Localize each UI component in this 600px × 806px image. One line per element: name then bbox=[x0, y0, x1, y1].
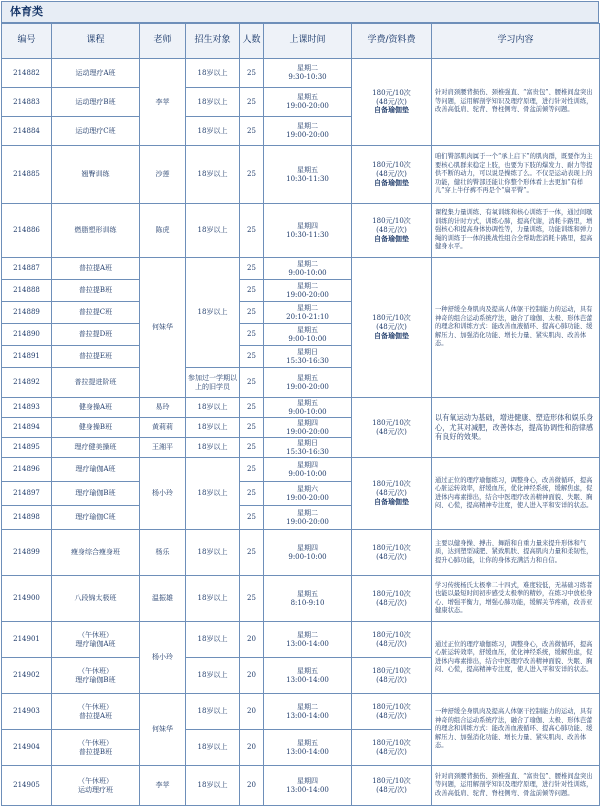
course-title: 普拉提B班 bbox=[78, 747, 113, 756]
fee bbox=[352, 622, 432, 658]
fee bbox=[352, 530, 432, 576]
class-time bbox=[264, 88, 352, 117]
class-time bbox=[264, 766, 352, 806]
fee bbox=[352, 730, 432, 766]
count: 25 bbox=[240, 302, 264, 324]
time-day: 星期四 bbox=[297, 460, 318, 469]
count: 25 bbox=[240, 368, 264, 398]
header-course: 课程 bbox=[52, 24, 140, 59]
course-id: 214882 bbox=[2, 59, 52, 88]
target: 18岁以上 bbox=[186, 438, 240, 458]
teacher: 何妹华 bbox=[140, 258, 186, 398]
course-id: 214885 bbox=[2, 146, 52, 204]
fee-per: (48元/次) bbox=[376, 711, 407, 720]
time-range: 19:00-20:00 bbox=[286, 102, 329, 110]
count: 25 bbox=[240, 59, 264, 88]
fee bbox=[352, 458, 432, 530]
count: 25 bbox=[240, 346, 264, 368]
course-id: 214892 bbox=[2, 368, 52, 398]
class-time bbox=[264, 622, 352, 658]
course-name: 健身操B班 bbox=[52, 418, 140, 438]
class-time bbox=[264, 506, 352, 530]
table-body bbox=[2, 59, 600, 806]
count: 20 bbox=[240, 658, 264, 694]
course-name: 普拉提D班 bbox=[52, 324, 140, 346]
fee-note: 自备瑜伽垫 bbox=[374, 105, 409, 115]
class-time bbox=[264, 258, 352, 280]
time-day: 星期六 bbox=[297, 484, 318, 493]
table-row bbox=[2, 398, 600, 418]
table-row bbox=[2, 146, 600, 204]
teacher: 杨乐 bbox=[140, 530, 186, 576]
fee bbox=[352, 658, 432, 694]
time-range: 15:30-16:30 bbox=[286, 447, 329, 456]
time-range: 9:30-10:30 bbox=[288, 73, 327, 81]
course-id: 214891 bbox=[2, 346, 52, 368]
time-range: 9:00-10:00 bbox=[288, 469, 327, 478]
header-id: 编号 bbox=[2, 24, 52, 59]
course-name: 普拉提C班 bbox=[52, 302, 140, 324]
target: 18岁以上 bbox=[186, 117, 240, 146]
count: 25 bbox=[240, 418, 264, 438]
target: 18岁以上 bbox=[186, 530, 240, 576]
time-day: 星期五 bbox=[297, 325, 318, 334]
target: 18岁以上 bbox=[186, 146, 240, 204]
class-time bbox=[264, 530, 352, 576]
course-sheet bbox=[1, 1, 599, 797]
fee-price: 180元/10次 bbox=[372, 543, 411, 552]
count: 20 bbox=[240, 622, 264, 658]
class-time bbox=[264, 658, 352, 694]
time-day: 星期四 bbox=[297, 543, 318, 552]
content-description: 一种舒缓全身肌肉及提高人体躯干控制能力的运动，具有神奇的组合运动系统疗法，融合了瑜伽、太极、形体芭蕾的理念和训练方式：能改善血液循环、提高心肺功能、缓解压力、加强消化功能、增长力量、紧实肌肉、改善体态。 bbox=[432, 694, 600, 766]
time-day: 星期五 bbox=[297, 398, 318, 407]
time-day: 星期二 bbox=[297, 702, 318, 711]
course-name: 八段锦太极班 bbox=[52, 576, 140, 622]
teacher: 易玲 bbox=[140, 398, 186, 418]
fee-price: 180元/10次 bbox=[372, 738, 411, 747]
count: 25 bbox=[240, 438, 264, 458]
course-id: 214890 bbox=[2, 324, 52, 346]
header-target: 招生对象 bbox=[186, 24, 240, 59]
table-row bbox=[2, 204, 600, 258]
class-time bbox=[264, 280, 352, 302]
content-description: 一种舒缓全身肌肉及提高人体躯干控制能力的运动，具有神奇的组合运动系统疗法，融合了瑜伽、太极、形体芭蕾的理念和训练方式：能改善血液循环、提高心肺功能、缓解压力、加强消化功能、增长力量、紧实肌肉、改善体态。 bbox=[432, 258, 600, 398]
fee-note: 自备瑜伽垫 bbox=[374, 496, 409, 506]
class-time bbox=[264, 418, 352, 438]
count: 25 bbox=[240, 398, 264, 418]
target: 18岁以上 bbox=[186, 418, 240, 438]
count: 25 bbox=[240, 482, 264, 506]
fee bbox=[352, 59, 432, 146]
count: 20 bbox=[240, 730, 264, 766]
fee bbox=[352, 398, 432, 458]
time-day: 星期五 bbox=[297, 589, 318, 598]
time-day: 星期五 bbox=[297, 373, 318, 382]
fee bbox=[352, 576, 432, 622]
fee-price: 180元/10次 bbox=[372, 217, 411, 226]
course-name bbox=[52, 730, 140, 766]
course-id: 214887 bbox=[2, 258, 52, 280]
time-day: 星期四 bbox=[297, 776, 318, 785]
content-description: 咱们臀部肌肉属于一个“承上启下”的肌肉群，既要作为主要核心肌群来稳定上肢，也要为下肢的爆发力、耐力等提供不断的动力，可以说是操练了么。不仅是运动表现上的功能，健壮的臀部还能让你整个形体看上去更加“有样儿”穿上牛仔裤不再是个“扁平臀”。 bbox=[432, 146, 600, 204]
table-row bbox=[2, 694, 600, 730]
class-time bbox=[264, 730, 352, 766]
course-name bbox=[52, 622, 140, 658]
count: 25 bbox=[240, 458, 264, 482]
class-time bbox=[264, 146, 352, 204]
header-row bbox=[2, 24, 600, 59]
fee-price: 180元/10次 bbox=[372, 161, 411, 170]
teacher: 温振雄 bbox=[140, 576, 186, 622]
fee-per: (48元/次) bbox=[376, 675, 407, 684]
count: 25 bbox=[240, 204, 264, 258]
class-time bbox=[264, 204, 352, 258]
fee-price: 180元/10次 bbox=[372, 480, 411, 489]
table-row bbox=[2, 258, 600, 280]
fee-per: (48元/次) bbox=[376, 226, 407, 235]
fee-price: 180元/10次 bbox=[372, 702, 411, 711]
content-description: 通过正位的理疗瑜伽练习，调整身心，改善微循环，提高心脏运转效率，舒缓血压，优化神经系统，缓解焦虑，促进体内毒素排出，结合中医理疗改善精神面貌、失眠、胸闷、心慌，提高精神专注度，使人进入平和安详的状态。 bbox=[432, 622, 600, 694]
class-time bbox=[264, 438, 352, 458]
course-id: 214904 bbox=[2, 730, 52, 766]
header-content: 学习内容 bbox=[432, 24, 600, 59]
table-row bbox=[2, 530, 600, 576]
course-id: 214899 bbox=[2, 530, 52, 576]
header-count: 人数 bbox=[240, 24, 264, 59]
class-time bbox=[264, 576, 352, 622]
count: 25 bbox=[240, 88, 264, 117]
course-id: 214897 bbox=[2, 482, 52, 506]
time-day: 星期二 bbox=[297, 281, 318, 290]
fee bbox=[352, 258, 432, 398]
table-row bbox=[2, 622, 600, 658]
content-description: 学习传统杨氏太极拳二十四式，难度较低，无基础习练者也能以最短时间初步感受太极拳的精妙，在练习中放松身心、增强平衡力，增强心肺功能，缓解关节疼痛，改善亚健康状态。 bbox=[432, 576, 600, 622]
course-tag: （午休班） bbox=[78, 702, 113, 711]
time-range: 19:00-20:00 bbox=[286, 427, 329, 436]
time-day: 星期四 bbox=[297, 418, 318, 427]
fee-per: (48元/次) bbox=[376, 598, 407, 607]
count: 20 bbox=[240, 694, 264, 730]
time-day: 星期日 bbox=[297, 347, 318, 356]
course-title: 理疗瑜伽A班 bbox=[75, 639, 116, 648]
time-range: 13:00-14:00 bbox=[286, 675, 329, 684]
fee-per: (48元/次) bbox=[376, 552, 407, 561]
content-description: 主要以健身操、搏击、舞蹈和自重力量来提升形体和气质，达到塑型减肥、紧致肌肤、提高肌肉力量和柔韧性，提升心肺功能，让你的身体充满活力和自信。 bbox=[432, 530, 600, 576]
course-tag: （午休班） bbox=[78, 776, 113, 785]
teacher: 李苹 bbox=[140, 766, 186, 806]
time-range: 9:00-10:00 bbox=[288, 552, 327, 561]
time-day: 星期二 bbox=[297, 259, 318, 268]
time-range: 19:00-20:00 bbox=[286, 382, 329, 391]
time-day: 星期二 bbox=[297, 630, 318, 639]
content-description: 针对肩颈腰背损伤、颈椎强直、“富贵包”、腰椎间盘突出等问题，运用解剖学知识及理疗原理，进行针对性训练，改善高低肩、驼背、脊柱侧弯、骨盆前倾等问题。 bbox=[432, 59, 600, 146]
time-range: 15:30-16:30 bbox=[286, 356, 329, 365]
target: 18岁以上 bbox=[186, 576, 240, 622]
section-title: 体育类 bbox=[1, 1, 599, 23]
fee bbox=[352, 204, 432, 258]
course-name: 健身操A班 bbox=[52, 398, 140, 418]
time-day: 星期五 bbox=[297, 738, 318, 747]
class-time bbox=[264, 117, 352, 146]
class-time bbox=[264, 368, 352, 398]
time-range: 13:00-14:00 bbox=[286, 785, 329, 794]
fee-per: (48元/次) bbox=[376, 489, 407, 498]
content-description: 以有氧运动为基础，增进健康、塑造形体和娱乐身心，尤其对减肥，改善体态，提高协调性和韵律感有良好的效果。 bbox=[432, 398, 600, 458]
course-id: 214895 bbox=[2, 438, 52, 458]
course-id: 214888 bbox=[2, 280, 52, 302]
target: 18岁以上 bbox=[186, 622, 240, 658]
target: 18岁以上 bbox=[186, 398, 240, 418]
course-id: 214900 bbox=[2, 576, 52, 622]
target: 18岁以上 bbox=[186, 88, 240, 117]
time-range: 19:00-20:00 bbox=[286, 493, 329, 502]
course-id: 214889 bbox=[2, 302, 52, 324]
course-id: 214898 bbox=[2, 506, 52, 530]
course-name: 运动理疗C班 bbox=[52, 117, 140, 146]
course-tag: （午休班） bbox=[78, 666, 113, 675]
target: 18岁以上 bbox=[186, 258, 240, 368]
count: 25 bbox=[240, 576, 264, 622]
course-id: 214894 bbox=[2, 418, 52, 438]
class-time bbox=[264, 302, 352, 324]
fee-price: 180元/10次 bbox=[372, 630, 411, 639]
fee-note: 自备瑜伽垫 bbox=[374, 233, 409, 243]
course-id: 214884 bbox=[2, 117, 52, 146]
target: 18岁以上 bbox=[186, 458, 240, 530]
fee-per: (48元/次) bbox=[376, 785, 407, 794]
time-range: 19:00-20:00 bbox=[286, 290, 329, 299]
course-id: 214896 bbox=[2, 458, 52, 482]
time-range: 10:30-11:30 bbox=[286, 230, 329, 239]
target: 18岁以上 bbox=[186, 658, 240, 694]
teacher: 陈虎 bbox=[140, 204, 186, 258]
course-name: 理疗瑜伽A班 bbox=[52, 458, 140, 482]
course-id: 214886 bbox=[2, 204, 52, 258]
count: 25 bbox=[240, 146, 264, 204]
course-id: 214883 bbox=[2, 88, 52, 117]
course-id: 214893 bbox=[2, 398, 52, 418]
course-tag: （午休班） bbox=[78, 738, 113, 747]
time-range: 19:00-20:00 bbox=[286, 131, 329, 139]
fee-price: 180元/10次 bbox=[372, 776, 411, 785]
fee-per: (48元/次) bbox=[376, 639, 407, 648]
count: 25 bbox=[240, 117, 264, 146]
target: 18岁以上 bbox=[186, 59, 240, 88]
class-time bbox=[264, 398, 352, 418]
time-day: 星期二 bbox=[297, 122, 318, 131]
fee-price: 180元/10次 bbox=[372, 666, 411, 675]
course-name: 燃脂塑形训练 bbox=[52, 204, 140, 258]
course-name: 普拉提A班 bbox=[52, 258, 140, 280]
course-name: 瘦身综合瘦身班 bbox=[52, 530, 140, 576]
fee-per: (48元/次) bbox=[376, 97, 407, 106]
course-id: 214902 bbox=[2, 658, 52, 694]
teacher: 黄莉莉 bbox=[140, 418, 186, 438]
count: 20 bbox=[240, 766, 264, 806]
course-name: 理疗健美操班 bbox=[52, 438, 140, 458]
course-title: 普拉提A班 bbox=[78, 711, 113, 720]
time-range: 8:10-9:10 bbox=[290, 598, 325, 607]
fee-price: 180元/10次 bbox=[372, 418, 411, 427]
time-range: 9:00-10:00 bbox=[288, 268, 327, 277]
time-range: 9:00-10:00 bbox=[288, 407, 327, 416]
course-tag: （午休班） bbox=[78, 630, 113, 639]
class-time bbox=[264, 324, 352, 346]
course-title: 运动理疗班 bbox=[78, 785, 113, 794]
course-name: 理疗瑜伽B班 bbox=[52, 482, 140, 506]
course-name: 翘臀训练 bbox=[52, 146, 140, 204]
time-range: 13:00-14:00 bbox=[286, 747, 329, 756]
table-row bbox=[2, 766, 600, 806]
time-range: 13:00-14:00 bbox=[286, 711, 329, 720]
table-row bbox=[2, 59, 600, 88]
course-name bbox=[52, 766, 140, 806]
course-name: 普拉提E班 bbox=[52, 346, 140, 368]
course-table bbox=[1, 23, 600, 806]
target: 参加过一学期以上的旧学员 bbox=[186, 368, 240, 398]
count: 25 bbox=[240, 324, 264, 346]
fee-per: (48元/次) bbox=[376, 747, 407, 756]
fee bbox=[352, 146, 432, 204]
fee-note: 自备瑜伽垫 bbox=[374, 330, 409, 340]
time-range: 20:10-21:10 bbox=[286, 312, 329, 321]
time-day: 星期二 bbox=[297, 508, 318, 517]
teacher: 何妹华 bbox=[140, 694, 186, 766]
time-day: 星期五 bbox=[297, 666, 318, 675]
time-range: 13:00-14:00 bbox=[286, 639, 329, 648]
teacher: 沙莲 bbox=[140, 146, 186, 204]
target: 18岁以上 bbox=[186, 730, 240, 766]
header-fee: 学费/资料费 bbox=[352, 24, 432, 59]
course-id: 214903 bbox=[2, 694, 52, 730]
fee bbox=[352, 694, 432, 730]
content-description: 通过正位的理疗瑜伽练习，调整身心，改善微循环，提高心脏运转效率，舒缓血压，优化神经系统，缓解焦虑，促进体内毒素排出，结合中医理疗改善精神面貌、失眠、胸闷、心慌，提高精神专注度，使人进入平和安详的状态。 bbox=[432, 458, 600, 530]
time-range: 19:00-20:00 bbox=[286, 517, 329, 526]
count: 25 bbox=[240, 506, 264, 530]
fee-per: (48元/次) bbox=[376, 170, 407, 179]
count: 25 bbox=[240, 280, 264, 302]
time-day: 星期五 bbox=[297, 93, 318, 102]
class-time bbox=[264, 346, 352, 368]
time-day: 星期二 bbox=[297, 303, 318, 312]
count: 25 bbox=[240, 258, 264, 280]
fee-price: 180元/10次 bbox=[372, 88, 411, 97]
course-name bbox=[52, 658, 140, 694]
header-teacher: 老师 bbox=[140, 24, 186, 59]
fee-per: (48元/次) bbox=[376, 323, 407, 332]
fee-per: (48元/次) bbox=[376, 427, 407, 436]
teacher: 杨小玲 bbox=[140, 622, 186, 694]
fee bbox=[352, 766, 432, 806]
count: 25 bbox=[240, 530, 264, 576]
course-id: 214901 bbox=[2, 622, 52, 658]
time-day: 星期五 bbox=[297, 165, 318, 174]
time-range: 9:00-10:00 bbox=[288, 334, 327, 343]
course-name: 运动理疗A班 bbox=[52, 59, 140, 88]
teacher: 杨小玲 bbox=[140, 458, 186, 530]
content-description: 针对肩颈腰背损伤、颈椎强直、“富贵包”、腰椎间盘突出等问题，运用解剖学知识及理疗原理，进行针对性训练，改善高低肩、驼背、脊柱侧弯、骨盆前倾等问题。 bbox=[432, 766, 600, 806]
course-name: 运动理疗B班 bbox=[52, 88, 140, 117]
course-name bbox=[52, 694, 140, 730]
teacher: 王湘平 bbox=[140, 438, 186, 458]
target: 18岁以上 bbox=[186, 204, 240, 258]
time-day: 星期四 bbox=[297, 221, 318, 230]
content-description: 课程集力量训练、有氧训练和核心训练于一体，通过间歇训练的计时方式，训练心肺，提高代谢，消耗卡路里，增强核心和提高身体协调性等，力量训练，功能训练和弹力绳的训练于一体的挑战性组合全帮助您消耗卡路里，提高健身水平。 bbox=[432, 204, 600, 258]
course-name: 普拉提B班 bbox=[52, 280, 140, 302]
time-day: 星期二 bbox=[297, 64, 318, 73]
fee-note: 自备瑜伽垫 bbox=[374, 177, 409, 187]
fee-price: 180元/10次 bbox=[372, 314, 411, 323]
target: 18岁以上 bbox=[186, 694, 240, 730]
course-title: 理疗瑜伽B班 bbox=[75, 675, 116, 684]
class-time bbox=[264, 59, 352, 88]
header-time: 上课时间 bbox=[264, 24, 352, 59]
target: 18岁以上 bbox=[186, 766, 240, 806]
course-name: 普拉提进阶班 bbox=[52, 368, 140, 398]
time-day: 星期日 bbox=[297, 438, 318, 447]
fee-price: 180元/10次 bbox=[372, 589, 411, 598]
course-id: 214905 bbox=[2, 766, 52, 806]
class-time bbox=[264, 482, 352, 506]
table-row bbox=[2, 576, 600, 622]
class-time bbox=[264, 694, 352, 730]
course-name: 理疗瑜伽C班 bbox=[52, 506, 140, 530]
table-row bbox=[2, 458, 600, 482]
time-range: 10:30-11:30 bbox=[286, 174, 329, 183]
class-time bbox=[264, 458, 352, 482]
teacher: 李苹 bbox=[140, 59, 186, 146]
